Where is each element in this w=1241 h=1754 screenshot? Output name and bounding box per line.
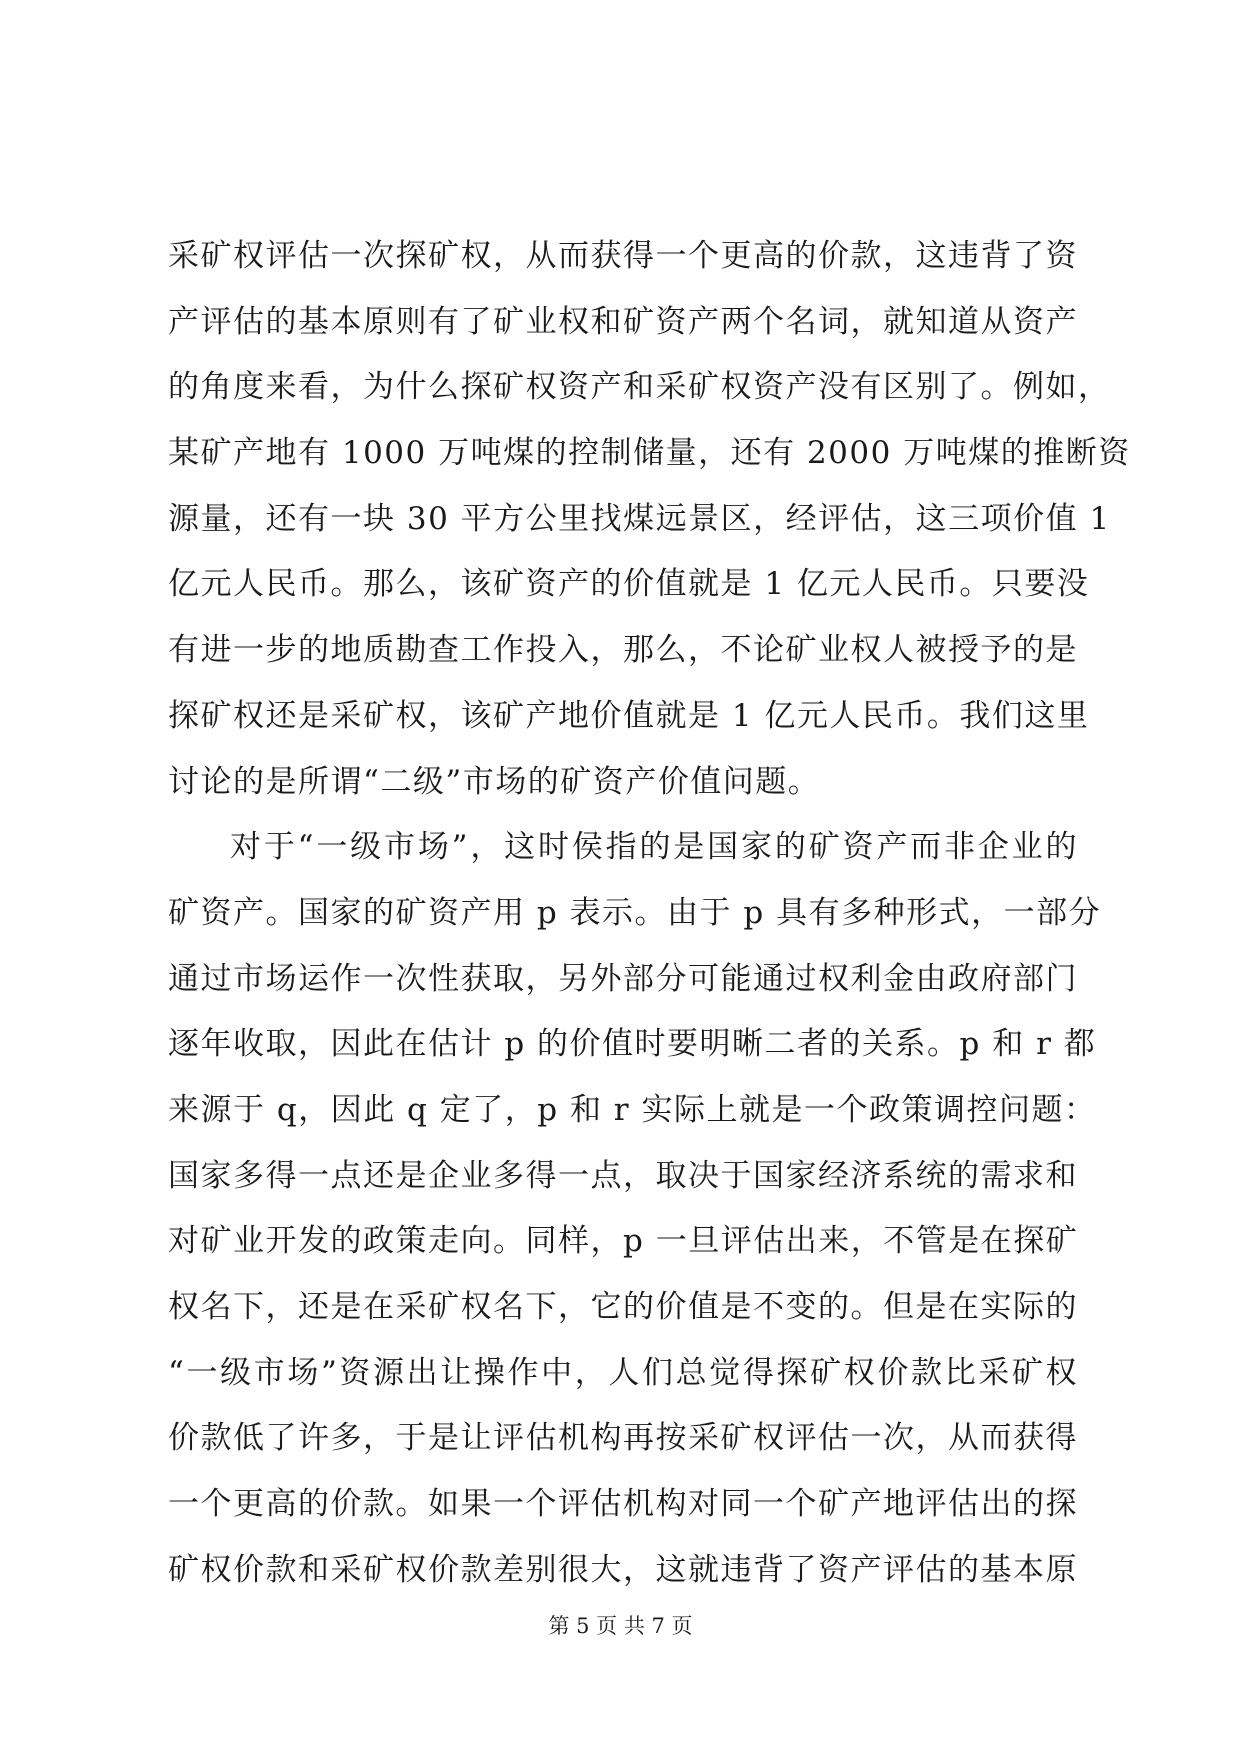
text-line: 逐年收取，因此在估计 p 的价值时要明晰二者的关系。p 和 r 都 — [168, 1026, 1097, 1063]
text-line: 价款低了许多，于是让评估机构再按采矿权评估一次，从而获得 — [168, 1420, 1078, 1457]
text-line: 讨论的是所谓“二级”市场的矿资产价值问题。 — [168, 763, 821, 800]
text-line: 国家多得一点还是企业多得一点，取决于国家经济系统的需求和 — [168, 1157, 1078, 1194]
page-number: 第 5 页 共 7 页 — [548, 1614, 693, 1638]
text-line: 矿资产。国家的矿资产用 p 表示。由于 p 具有多种形式，一部分 — [168, 894, 1102, 931]
text-line: 亿元人民币。那么，该矿资产的价值就是 1 亿元人民币。只要没 — [168, 566, 1090, 603]
text-line: 权名下，还是在采矿权名下，它的价值是不变的。但是在实际的 — [168, 1289, 1078, 1325]
text-line: 源量，还有一块 30 平方公里找煤远景区，经评估，这三项价值 1 — [168, 500, 1111, 537]
text-line: “一级市场”资源出让操作中，人们总觉得探矿权价款比采矿权 — [168, 1354, 1078, 1391]
text-line: 的角度来看，为什么探矿权资产和采矿权资产没有区别了。例如， — [168, 369, 1111, 406]
body-text — [168, 224, 1131, 1603]
text-line: 一个更高的价款。如果一个评估机构对同一个矿产地评估出的探 — [168, 1486, 1078, 1523]
text-line: 有进一步的地质勘查工作投入，那么，不论矿业权人被授予的是 — [168, 632, 1078, 669]
text-line: 探矿权还是采矿权，该矿产地价值就是 1 亿元人民币。我们这里 — [168, 697, 1090, 734]
text-line: 采矿权评估一次探矿权，从而获得一个更高的价款，这违背了资 — [168, 238, 1078, 274]
text-line: 矿权价款和采矿权价款差别很大，这就违背了资产评估的基本原 — [168, 1551, 1078, 1588]
text-line: 来源于 q，因此 q 定了，p 和 r 实际上就是一个政策调控问题： — [168, 1091, 1097, 1128]
text-line: 某矿产地有 1000 万吨煤的控制储量，还有 2000 万吨煤的推断资 — [168, 435, 1131, 472]
text-line: 对矿业开发的政策走向。同样，p 一旦评估出来，不管是在探矿 — [168, 1223, 1079, 1260]
paragraph-first-line: 对于“一级市场”，这时侯指的是国家的矿资产而非企业的 — [230, 829, 1078, 866]
text-line: 通过市场运作一次性获取，另外部分可能通过权利金由政府部门 — [168, 960, 1078, 997]
text-line: 产评估的基本原则有了矿业权和矿资产两个名词，就知道从资产 — [168, 303, 1078, 340]
